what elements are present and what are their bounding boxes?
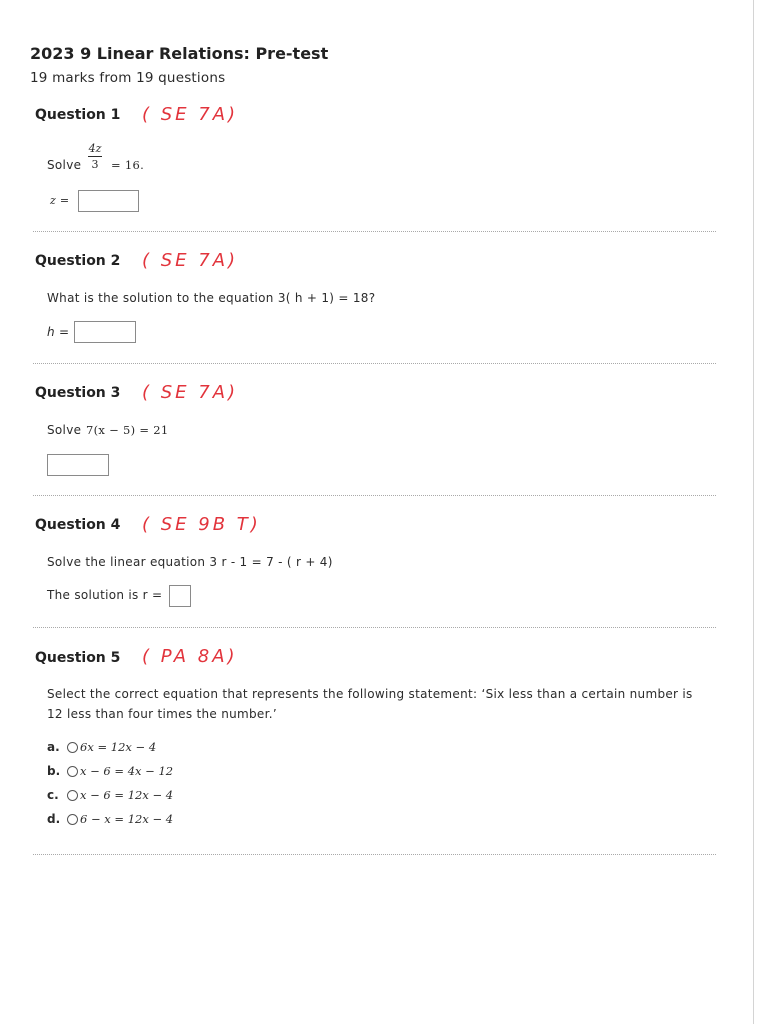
radio-button[interactable] — [67, 790, 78, 801]
option-letter: d. — [47, 812, 61, 826]
question-3-equation: 7(x − 5) = 21 — [86, 423, 169, 437]
divider — [33, 854, 716, 855]
option-equation: 6 − x = 12x − 4 — [80, 812, 174, 826]
fraction-bar — [88, 156, 102, 157]
option-letter: b. — [47, 764, 61, 778]
fraction-denominator: 3 — [91, 158, 99, 171]
divider — [33, 627, 716, 628]
question-1-equation-rest: = 16. — [111, 158, 145, 172]
option-letter: a. — [47, 740, 60, 754]
question-5-heading: Question 5 — [35, 650, 121, 666]
question-2-answer-label: h = — [47, 325, 70, 339]
option-equation: x − 6 = 4x − 12 — [80, 764, 174, 778]
divider — [33, 495, 716, 496]
question-5-prompt-line-1: Select the correct equation that represents the following statement: ‘Six less than a certain number is — [47, 687, 693, 701]
divider — [33, 231, 716, 232]
option-equation: x − 6 = 12x − 4 — [80, 788, 174, 802]
question-3-heading: Question 3 — [35, 385, 121, 401]
option-letter: c. — [47, 788, 59, 802]
option-a[interactable] — [47, 740, 156, 754]
page-title: 2023 9 Linear Relations: Pre-test — [30, 44, 329, 63]
question-1-heading: Question 1 — [35, 107, 121, 123]
option-c[interactable] — [47, 788, 173, 802]
option-b[interactable] — [47, 764, 173, 778]
question-1-answer-label: z = — [50, 194, 70, 207]
question-1-annotation: ( SE 7A) — [142, 104, 239, 125]
question-3-answer-input[interactable] — [47, 454, 109, 476]
marks-summary: 19 marks from 19 questions — [30, 70, 226, 86]
question-4-heading: Question 4 — [35, 517, 121, 533]
question-4-answer-label: The solution is r = — [47, 588, 163, 602]
divider — [33, 363, 716, 364]
question-1-solve-label: Solve — [47, 158, 82, 172]
option-d[interactable] — [47, 812, 173, 826]
question-4-prompt: Solve the linear equation 3 r - 1 = 7 - ( r + 4) — [47, 555, 333, 569]
fraction-numerator: 4z — [88, 142, 102, 155]
question-5-prompt-line-2: 12 less than four times the number.’ — [47, 707, 277, 721]
radio-button[interactable] — [67, 814, 78, 825]
radio-button[interactable] — [67, 742, 78, 753]
question-3-annotation: ( SE 7A) — [142, 382, 239, 403]
question-4-annotation: ( SE 9B T) — [142, 514, 261, 535]
question-2-prompt: What is the solution to the equation 3( h + 1) = 18? — [47, 291, 376, 305]
question-2-annotation: ( SE 7A) — [142, 250, 239, 271]
question-3-solve-label: Solve — [47, 423, 82, 437]
option-equation: 6x = 12x − 4 — [80, 740, 157, 754]
question-4-answer-input[interactable] — [169, 585, 191, 607]
question-2-heading: Question 2 — [35, 253, 121, 269]
radio-button[interactable] — [67, 766, 78, 777]
question-1-fraction — [88, 142, 102, 171]
question-2-answer-input[interactable] — [74, 321, 136, 343]
question-1-answer-input[interactable] — [78, 190, 139, 212]
question-5-annotation: ( PA 8A) — [142, 646, 238, 667]
